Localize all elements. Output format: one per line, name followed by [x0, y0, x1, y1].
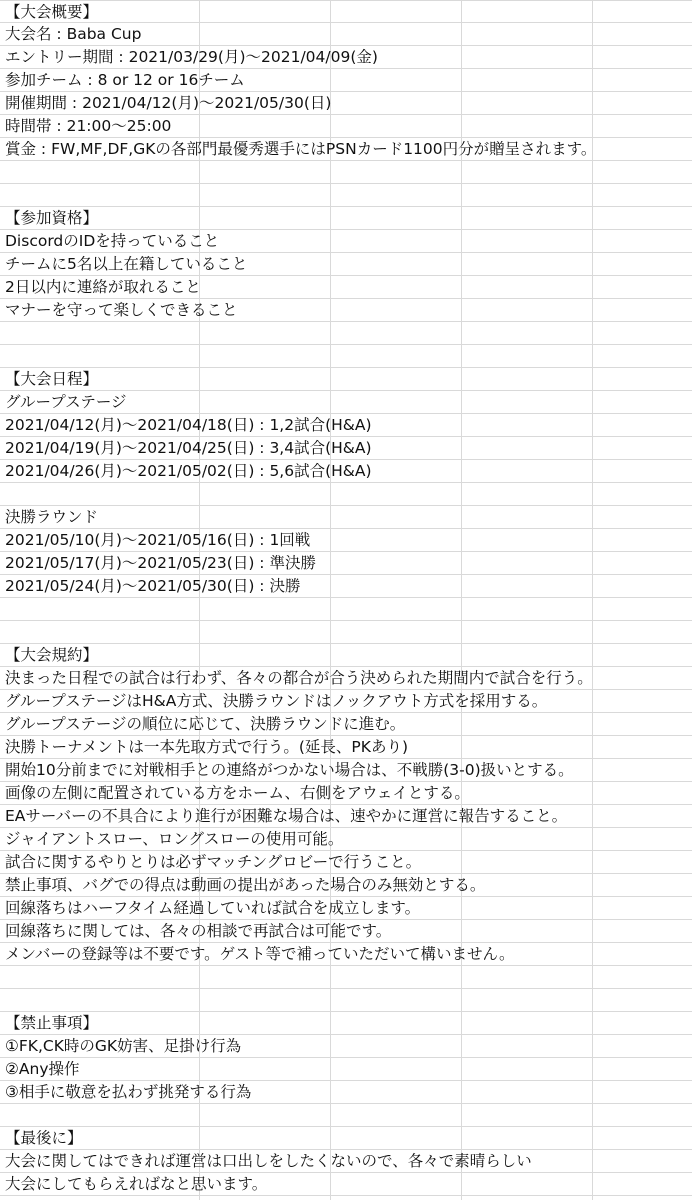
spreadsheet-row[interactable]: [0, 368, 692, 391]
cell-text: 2021/04/26(月)～2021/05/02(日) : 5,6試合(H&A): [5, 462, 372, 480]
spreadsheet-row[interactable]: [0, 621, 692, 644]
spreadsheet-row[interactable]: [0, 1081, 692, 1104]
cell-text: DiscordのIDを持っていること: [5, 232, 220, 250]
spreadsheet-row[interactable]: [0, 828, 692, 851]
spreadsheet-row[interactable]: [0, 897, 692, 920]
spreadsheet-row[interactable]: [0, 1012, 692, 1035]
spreadsheet-row[interactable]: [0, 1058, 692, 1081]
cell-text: 開始10分前までに対戦相手との連絡がつかない場合は、不戦勝(3-0)扱いとする。: [5, 761, 574, 779]
cell-text: 【大会概要】: [5, 3, 99, 21]
cell-text: EAサーバーの不具合により進行が困難な場合は、速やかに運営に報告すること。: [5, 807, 568, 825]
spreadsheet-row[interactable]: [0, 414, 692, 437]
spreadsheet-row[interactable]: [0, 690, 692, 713]
spreadsheet-row[interactable]: [0, 782, 692, 805]
spreadsheet-row[interactable]: [0, 46, 692, 69]
spreadsheet-row[interactable]: [0, 552, 692, 575]
cell-text: ②Any操作: [5, 1060, 80, 1078]
spreadsheet-row[interactable]: [0, 23, 692, 46]
spreadsheet-row[interactable]: [0, 69, 692, 92]
cell-text: エントリー期間 : 2021/03/29(月)～2021/04/09(金): [5, 48, 378, 66]
cell-text: 【大会日程】: [5, 370, 99, 388]
cell-text: マナーを守って楽しくできること: [5, 301, 238, 319]
spreadsheet-row[interactable]: [0, 253, 692, 276]
cell-text: 試合に関するやりとりは必ずマッチングロビーで行うこと。: [5, 853, 422, 871]
spreadsheet-row[interactable]: [0, 598, 692, 621]
cell-text: 大会に関してはできれば運営は口出しをしたくないので、各々で素晴らしい: [5, 1152, 532, 1170]
spreadsheet-row[interactable]: [0, 161, 692, 184]
spreadsheet-row[interactable]: [0, 345, 692, 368]
spreadsheet-row[interactable]: [0, 207, 692, 230]
cell-text: グループステージはH&A方式、決勝ラウンドはノックアウト方式を採用する。: [5, 692, 548, 710]
cell-text: 決まった日程での試合は行わず、各々の都合が合う決められた期間内で試合を行う。: [5, 669, 593, 687]
spreadsheet-row[interactable]: [0, 759, 692, 782]
cell-text: チームに5名以上在籍していること: [5, 255, 248, 273]
cell-text: 回線落ちに関しては、各々の相談で再試合は可能です。: [5, 922, 392, 940]
spreadsheet-row[interactable]: [0, 644, 692, 667]
spreadsheet-row[interactable]: [0, 1104, 692, 1127]
spreadsheet-row[interactable]: [0, 874, 692, 897]
cell-text: 2021/05/24(月)～2021/05/30(日) : 決勝: [5, 577, 301, 595]
cell-text: 禁止事項、バグでの得点は動画の提出があった場合のみ無効とする。: [5, 876, 486, 894]
spreadsheet-row[interactable]: [0, 575, 692, 598]
cell-text: 開催期間 : 2021/04/12(月)～2021/05/30(日): [5, 94, 332, 112]
cell-text: 決勝ラウンド: [5, 508, 99, 526]
cell-text: 大会にしてもらえればなと思います。: [5, 1175, 268, 1193]
cell-text: 回線落ちはハーフタイム経過していれば試合を成立します。: [5, 899, 421, 917]
cell-text: 【大会規約】: [5, 646, 99, 664]
cell-text: 2021/05/17(月)～2021/05/23(日) : 準決勝: [5, 554, 316, 572]
spreadsheet-row[interactable]: [0, 483, 692, 506]
spreadsheet-row[interactable]: [0, 1127, 692, 1150]
spreadsheet-row[interactable]: [0, 920, 692, 943]
spreadsheet-row[interactable]: [0, 230, 692, 253]
spreadsheet-row[interactable]: [0, 184, 692, 207]
cell-text: 【参加資格】: [5, 209, 99, 227]
cell-text: 2021/04/19(月)～2021/04/25(日) : 3,4試合(H&A): [5, 439, 372, 457]
spreadsheet-row[interactable]: [0, 322, 692, 345]
spreadsheet-row[interactable]: [0, 460, 692, 483]
cell-text: 画像の左側に配置されている方をホーム、右側をアウェイとする。: [5, 784, 470, 802]
spreadsheet-row[interactable]: [0, 851, 692, 874]
spreadsheet-row[interactable]: [0, 92, 692, 115]
cell-text: メンバーの登録等は不要です。ゲスト等で補っていただいて構いません。: [5, 945, 515, 963]
spreadsheet-row[interactable]: [0, 276, 692, 299]
spreadsheet-row[interactable]: [0, 1035, 692, 1058]
cell-text: 【禁止事項】: [5, 1014, 99, 1032]
cell-text: 賞金 : FW,MF,DF,GKの各部門最優秀選手にはPSNカード1100円分が贈呈されます。: [5, 140, 597, 158]
spreadsheet-row[interactable]: [0, 966, 692, 989]
spreadsheet-row[interactable]: [0, 115, 692, 138]
spreadsheet-row[interactable]: [0, 529, 692, 552]
cell-text: 決勝トーナメントは一本先取方式で行う。(延長、PKあり): [5, 738, 408, 756]
cell-text: 2日以内に連絡が取れること: [5, 278, 201, 296]
cell-text: 参加チーム : 8 or 12 or 16チーム: [5, 71, 245, 89]
spreadsheet-row[interactable]: [0, 506, 692, 529]
spreadsheet-row[interactable]: [0, 667, 692, 690]
spreadsheet-row[interactable]: [0, 805, 692, 828]
cell-text: グループステージ: [5, 393, 127, 411]
spreadsheet-row[interactable]: [0, 1150, 692, 1173]
cell-text: 時間帯 : 21:00～25:00: [5, 117, 172, 135]
cell-text: 2021/04/12(月)～2021/04/18(日) : 1,2試合(H&A): [5, 416, 372, 434]
spreadsheet-row[interactable]: [0, 736, 692, 759]
cell-text: グループステージの順位に応じて、決勝ラウンドに進む。: [5, 715, 406, 733]
cell-text: 【最後に】: [5, 1129, 83, 1147]
spreadsheet-row[interactable]: [0, 1173, 692, 1196]
cell-text: 大会名 : Baba Cup: [5, 25, 142, 43]
spreadsheet-row[interactable]: [0, 437, 692, 460]
cell-text: ③相手に敬意を払わず挑発する行為: [5, 1083, 252, 1101]
spreadsheet-row[interactable]: [0, 0, 692, 23]
spreadsheet-row[interactable]: [0, 989, 692, 1012]
spreadsheet-row[interactable]: [0, 391, 692, 414]
cell-text: ①FK,CK時のGK妨害、足掛け行為: [5, 1037, 242, 1055]
cell-text: ジャイアントスロー、ロングスローの使用可能。: [5, 830, 344, 848]
spreadsheet-row[interactable]: [0, 943, 692, 966]
cell-text: 2021/05/10(月)～2021/05/16(日) : 1回戦: [5, 531, 311, 549]
spreadsheet-row[interactable]: [0, 713, 692, 736]
spreadsheet-row[interactable]: [0, 138, 692, 161]
spreadsheet-row[interactable]: [0, 299, 692, 322]
